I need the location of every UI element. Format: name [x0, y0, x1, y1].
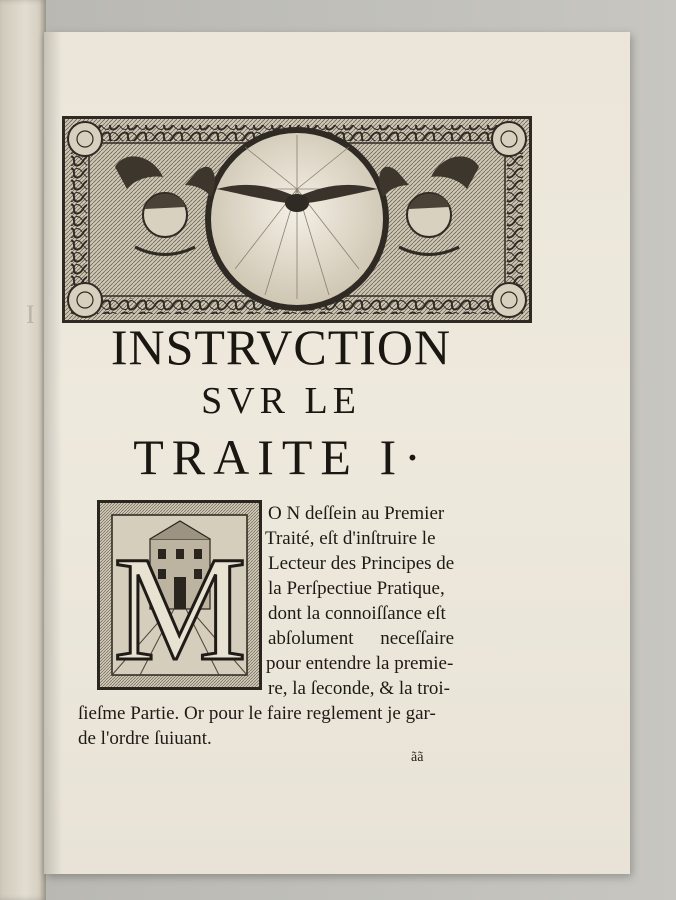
- body-line-3: Lecteur des Principes de: [268, 553, 455, 574]
- engraved-headpiece: [62, 116, 532, 323]
- body-line-6: abſolument neceſſaire: [268, 628, 455, 649]
- title-line-2: SVR LE: [201, 380, 361, 422]
- initial-letter: M: [113, 526, 247, 687]
- headpiece-engraving: [65, 119, 529, 320]
- body-line-7: pour entendre la premie-: [266, 653, 454, 674]
- body-line-8: re, la ſeconde, & la troi-: [268, 678, 451, 699]
- title-line-3: TRAITE I·: [133, 429, 429, 485]
- signature-mark: ãã: [411, 750, 424, 765]
- body-line-1: O N deſſein au Premier: [268, 503, 445, 524]
- body-line-4: la Perſpectiue Pratique,: [268, 578, 445, 599]
- gutter-shadow: [44, 32, 62, 874]
- body-line-10: de l'ordre ſuiuant.: [78, 728, 212, 749]
- body-line-2: Traité, eſt d'inſtruire le: [265, 528, 436, 549]
- initial-engraving: [100, 503, 259, 687]
- facing-page-edge: [0, 0, 46, 900]
- title-line-1: INSTRVCTION: [110, 319, 452, 375]
- body-line-5: dont la connoiſſance eſt: [268, 603, 446, 624]
- show-through-text: I: [26, 300, 35, 329]
- decorated-initial: [97, 500, 262, 690]
- body-line-9: ſieſme Partie. Or pour le faire reglement je gar-: [78, 703, 436, 724]
